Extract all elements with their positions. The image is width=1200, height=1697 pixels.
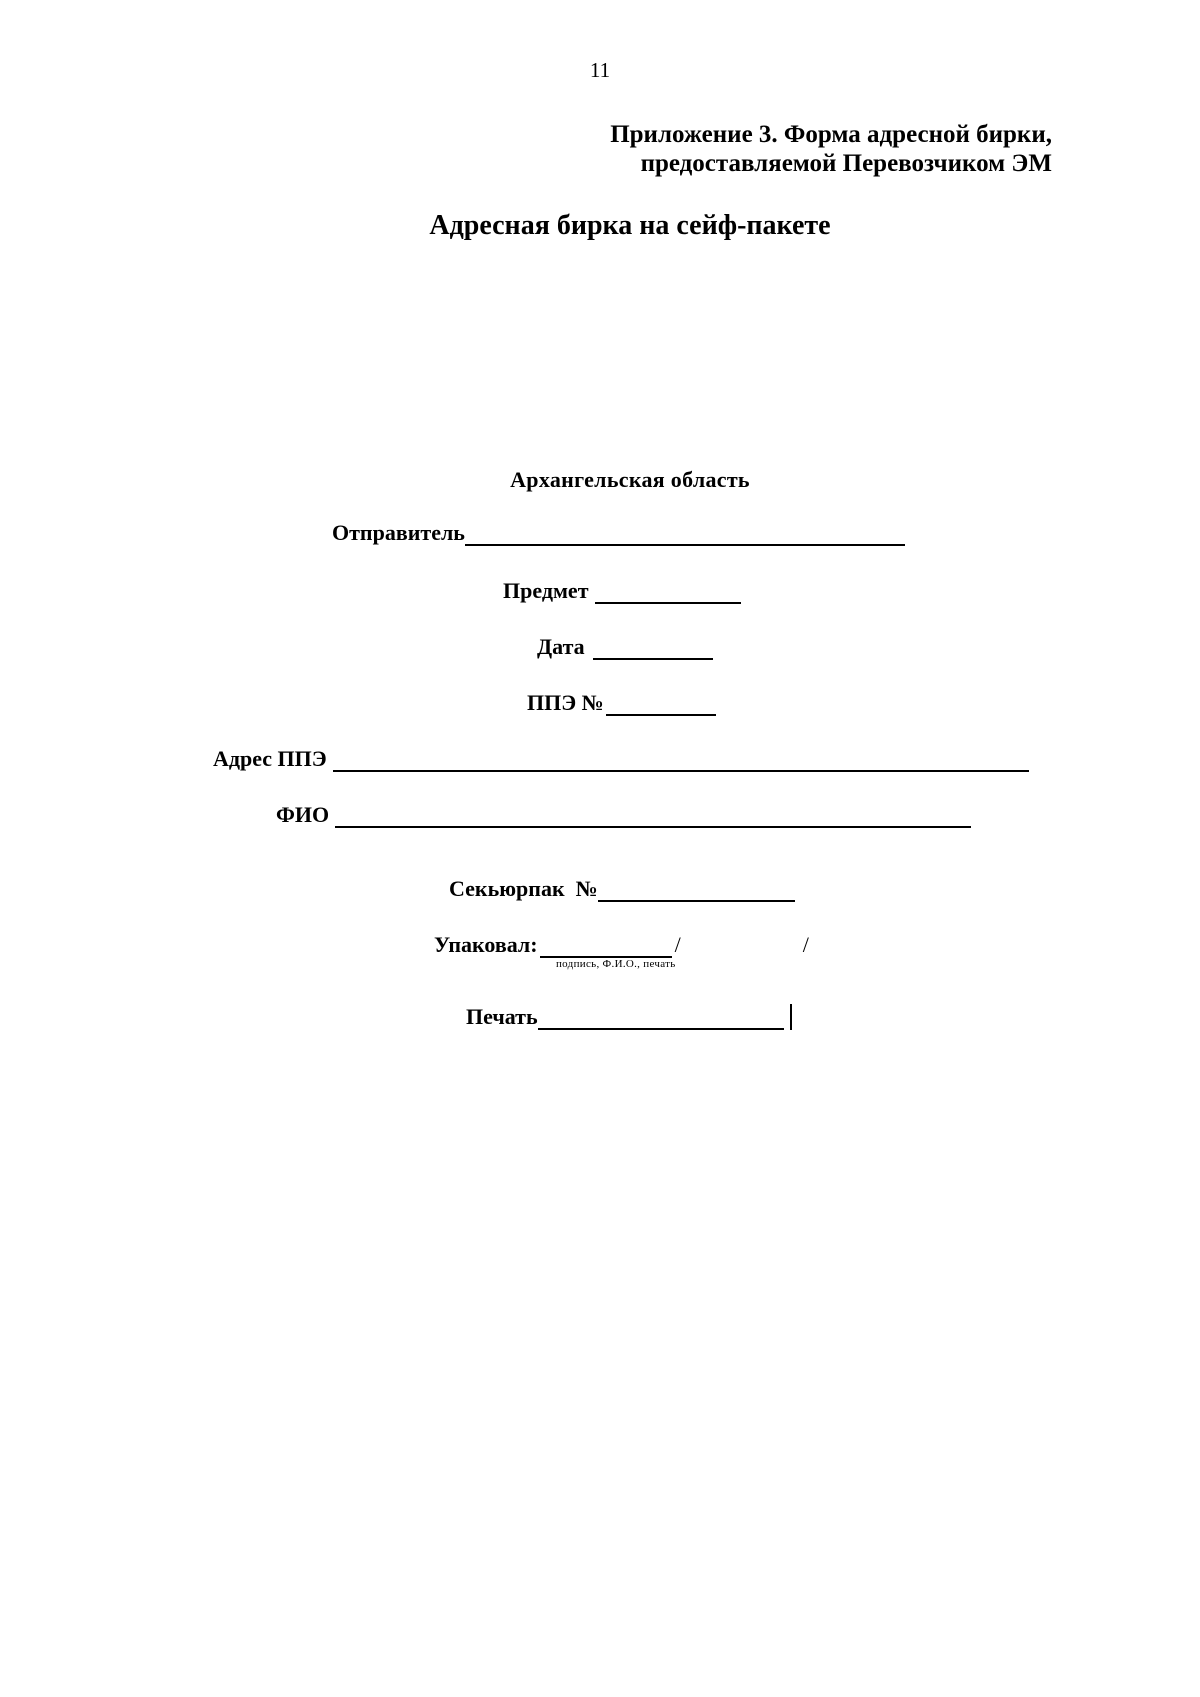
securpak-blank-line[interactable] <box>598 876 795 902</box>
packed-separator-1: / <box>674 932 681 957</box>
stamp-end-mark <box>790 1004 792 1030</box>
packed-separator-2: / <box>802 932 809 957</box>
sender-blank-line[interactable] <box>465 520 905 546</box>
appendix-heading <box>610 120 1052 178</box>
page-number: 11 <box>589 58 611 82</box>
ppe-address-label: Адрес ППЭ <box>213 746 327 771</box>
sender-label: Отправитель <box>332 520 465 545</box>
ppe-number-blank-line[interactable] <box>606 690 716 716</box>
packed-hint: подпись, Ф.И.О., печать <box>556 958 676 970</box>
fio-blank-line[interactable] <box>335 802 971 828</box>
stamp-blank-line[interactable] <box>538 1004 784 1030</box>
subject-blank-line[interactable] <box>595 578 741 604</box>
date-blank-line[interactable] <box>593 634 713 660</box>
packed-blank-line[interactable] <box>540 932 672 958</box>
region-name: Архангельская область <box>510 467 750 492</box>
appendix-line-1: Приложение 3. Форма адресной бирки, <box>610 121 1052 148</box>
securpak-field <box>449 876 795 902</box>
date-field <box>537 634 713 660</box>
stamp-label: Печать <box>466 1004 538 1029</box>
ppe-address-field <box>213 746 1029 772</box>
securpak-label: Секьюрпак № <box>449 876 598 901</box>
ppe-number-label: ППЭ № <box>527 690 604 715</box>
packed-label: Упаковал: <box>434 932 538 957</box>
appendix-line-2: предоставляемой Перевозчиком ЭМ <box>640 150 1052 177</box>
sender-field <box>332 520 905 546</box>
date-label: Дата <box>537 634 585 659</box>
document-title: Адресная бирка на сейф-пакете <box>429 210 831 241</box>
fio-label: ФИО <box>276 802 330 827</box>
subject-field <box>503 578 741 604</box>
fio-field <box>276 802 971 828</box>
ppe-number-field <box>527 690 716 716</box>
stamp-field <box>466 1004 792 1030</box>
ppe-address-blank-line[interactable] <box>333 746 1029 772</box>
packed-field <box>434 932 809 958</box>
subject-label: Предмет <box>503 578 589 603</box>
